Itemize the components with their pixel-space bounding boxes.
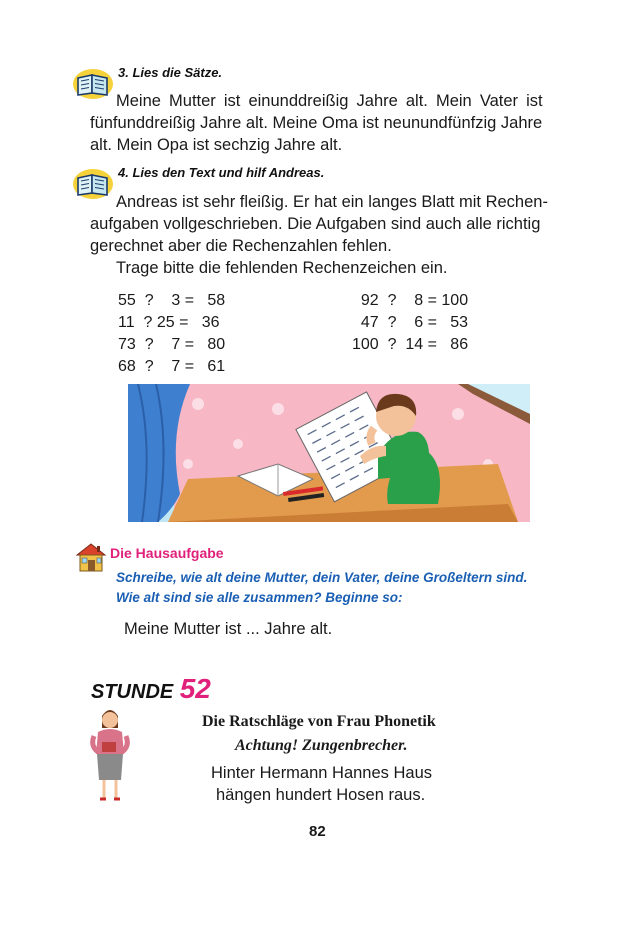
homework-example: Meine Mutter ist ... Jahre alt. <box>124 620 333 638</box>
task-4-text-line: gerechnet aber die Rechenzahlen fehlen. <box>90 237 392 255</box>
equation: 11 ? 25 = 36 <box>118 314 220 331</box>
book-icon <box>72 166 114 200</box>
book-icon <box>72 66 114 100</box>
task-3-title: 3. Lies die Sätze. <box>118 65 223 80</box>
house-icon <box>74 541 108 573</box>
lesson-subheading: Achtung! Zungenbrecher. <box>235 737 408 754</box>
lesson-number: 52 <box>179 673 211 704</box>
lesson-label <box>91 673 211 705</box>
equation: 68 ? 7 = 61 <box>118 358 226 375</box>
lesson-heading: Die Ratschläge von Frau Phonetik <box>202 713 436 730</box>
homework-title: Die Hausaufgabe <box>110 545 224 561</box>
homework-instruction: Wie alt sind sie alle zusammen? Beginne so: <box>116 590 403 605</box>
task-4-text-line: Andreas ist sehr fleißig. Er hat ein langes Blatt mit Rechen- <box>116 193 548 211</box>
frau-phonetik-figure <box>88 706 132 806</box>
task-4-title: 4. Lies den Text und hilf Andreas. <box>118 165 325 180</box>
illustration-boy-doing-homework <box>128 384 530 522</box>
lesson-word: STUNDE <box>91 681 174 703</box>
equation: 100 ? 14 = 86 <box>352 336 469 353</box>
equation: 92 ? 8 = 100 <box>352 292 469 309</box>
page-number: 82 <box>309 823 326 840</box>
task-3-text-line: Meine Mutter ist einunddreißig Jahre alt. Mein Vater ist <box>116 92 543 110</box>
tongue-twister-line: Hinter Hermann Hannes Haus <box>211 764 433 782</box>
task-3-text-line: alt. Mein Opa ist sechzig Jahre alt. <box>90 136 343 154</box>
tongue-twister-line: hängen hundert Hosen raus. <box>216 786 426 804</box>
homework-instruction: Schreibe, wie alt deine Mutter, dein Vater, deine Großeltern sind. <box>116 570 528 585</box>
task-3-text-line: fünfunddreißig Jahre alt. Meine Oma ist neunundfünfzig Jahre <box>90 114 543 132</box>
task-4-text-line: aufgaben vollgeschrieben. Die Aufgaben sind auch alle richtig <box>90 215 541 233</box>
equation: 55 ? 3 = 58 <box>118 292 226 309</box>
equation: 73 ? 7 = 80 <box>118 336 226 353</box>
task-4-text-line: Trage bitte die fehlenden Rechenzeichen ein. <box>116 259 448 277</box>
equation: 47 ? 6 = 53 <box>352 314 469 331</box>
